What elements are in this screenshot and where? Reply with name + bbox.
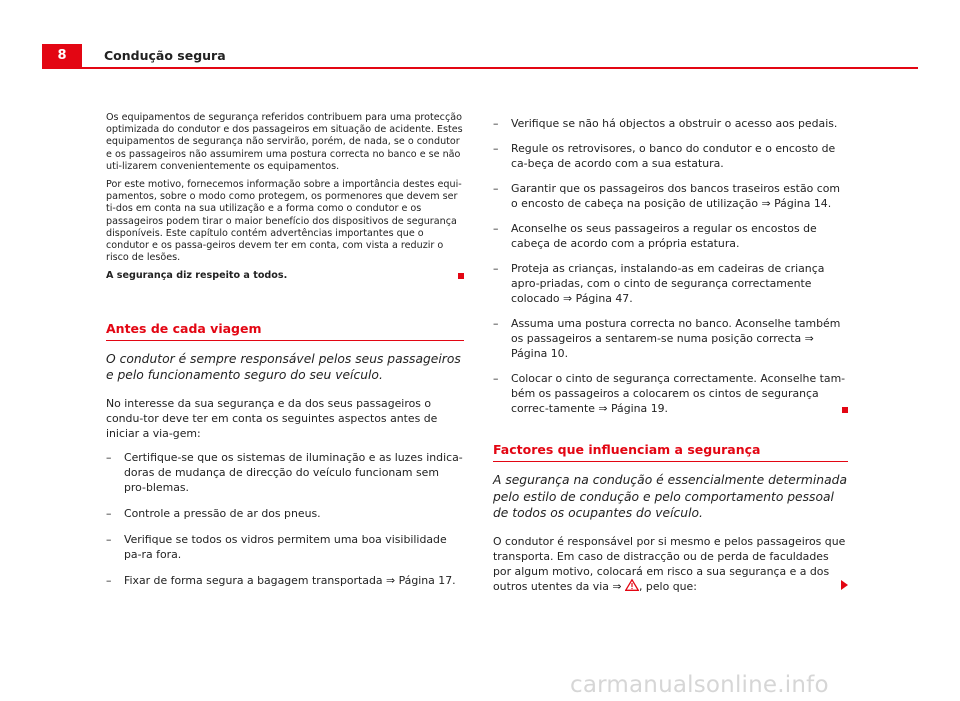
list-item: – Controle a pressão de ar dos pneus. [106,506,321,520]
watermark-text: carmanualsonline.info [570,672,829,698]
red-square-icon [458,273,464,279]
section-body-antes: No interesse da sua segurança e da dos seus passageiros o condu-tor deve ter em conta os seguintes aspectos antes de iniciar a via-gem: [106,396,438,440]
section-title-factores: Factores que influenciam a segurança [493,442,848,462]
intro-paragraph-1: Os equipamentos de segurança referidos contribuem para uma protecção optimizada do condutor e dos passageiros em situação de acidente. Estes equipamentos de segurança não servirão, porém, de nada, se o condutor e os passageiros não assumirem uma postura correcta no banco e se não uti-lizarem convenientemente os equipamentos. [106,112,463,172]
list-item: – Proteja as crianças, instalando-as em cadeiras de criança apro-priadas, com o cinto de segurança correctamente colocado ⇒ Página 47. [493,262,825,305]
red-square-icon [842,407,848,413]
red-arrow-right-icon [841,580,848,590]
section-body-factores: O condutor é responsável por si mesmo e pelos passageiros que transporta. Em caso de distracção ou de perda de faculdades por algum motivo, colocará em risco a sua segurança e a dos outros utentes da via ⇒ , pelo que: [493,534,846,593]
list-item: – Fixar de forma segura a bagagem transportada ⇒ Página 17. [106,573,456,587]
list-item: – Verifique se todos os vidros permitem uma boa visibilidade pa-ra fora. [106,532,447,561]
checklist-left [106,450,464,588]
page-number: 8 [42,44,82,68]
list-item: – Aconselhe os seus passageiros a regular os encostos de cabeça de acordo com a própria estatura. [493,222,817,250]
list-item: – Certifique-se que os sistemas de iluminação e as luzes indica-doras de mudança de direcção do veículo funcionam sem pro-blemas. [106,450,463,494]
list-item: – Verifique se não há objectos a obstruir o acesso aos pedais. [493,117,838,130]
section-title-antes: Antes de cada viagem [106,321,464,341]
warning-triangle-icon [625,579,639,591]
left-column [106,112,464,588]
section-lead-antes: O condutor é sempre responsável pelos seus passageiros e pelo funcionamento seguro do seu veículo. [106,351,461,383]
list-item: – Garantir que os passageiros dos bancos traseiros estão com o encosto de cabeça na posição de utilização ⇒ Página 14. [493,182,841,210]
list-item: – Colocar o cinto de segurança correctamente. Aconselhe tam-bém os passageiros a colocarem os cintos de segurança correc-tamente ⇒ Página 19. [493,371,848,416]
list-item: – Regule os retrovisores, o banco do condutor e o encosto de ca-beça de acordo com a sua estatura. [493,142,836,170]
list-item: – Assuma uma postura correcta no banco. Aconselhe também os passageiros a sentarem-se numa posição correcta ⇒ Página 10. [493,317,841,360]
right-column [493,116,848,594]
intro-bold-line: A segurança diz respeito a todos. [106,270,288,282]
section-lead-factores: A segurança na condução é essencialmente determinada pelo estilo de condução e pelo comportamento pessoal de todos os ocupantes do veículo. [493,473,847,520]
checklist-right [493,116,848,416]
header-divider [42,67,918,69]
chapter-title: Condução segura [104,48,226,63]
intro-paragraph-2: Por este motivo, fornecemos informação sobre a importância destes equi-pamentos, sobre o modo como protegem, os pormenores que devem ser ti-dos em conta na sua utilização e a forma como o condutor e os passageiros podem tirar o maior benefício dos dispositivos de segurança disponíveis. Este capítulo contém advertências importantes que o condutor e os passa-geiros devem ter em conta, com vista a reduzir o risco de lesões. [106,179,462,264]
